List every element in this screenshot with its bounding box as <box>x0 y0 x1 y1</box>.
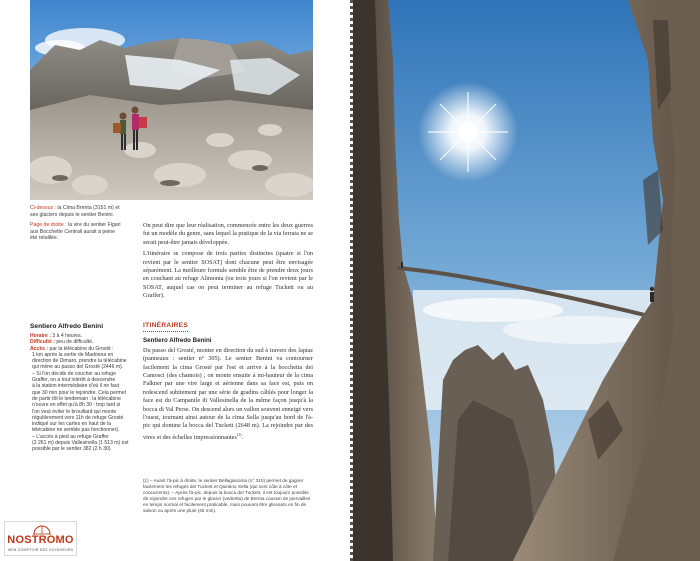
route-info-box <box>30 323 132 453</box>
intro-paragraph: On peut dire que leur réalisation, commencée entre les deux guerres fut un modèle du genre, sans lequel la pratique de la via ferrata ne se serait peut-être jamais développée. <box>143 222 313 246</box>
itinerary-column <box>143 322 313 442</box>
info-line: possible par le sentier 382 (2 h 30). <box>32 446 112 453</box>
photo-caption <box>30 205 122 246</box>
info-line: télécabine ne semble pas fonctionner). <box>32 427 120 434</box>
info-line: que 30 min pour le rejoindre. Cela permet <box>32 389 127 396</box>
itinerary-body: Du passo del Grosté, monter en direction du sud à travers des lapiaz (panneaux : sentier n° 305). Le sentier Benini va contourner facilement la cima Grosté par l'est et arrive à la bocchetta dei Camosci (des chamois) ; on monte ensuite à mi-hauteur de la cima Falkner par une vire large et aérienne dans sa face est, puis on redescend subitement par une série de gradins câblés pour longer la face est du Campanile di Vallesinella de la même façon jusqu'à la bocca di Val Perse. On descend alors un vallon souvent enneigé vers l'ouest, tournant ainsi autour de la cima Sella jusqu'au bord de l'à-pic qui domine la bocca del Tuckett (2648 m). La rejoindre par des vires et des échelles impressionnantes$^{(1)}$. <box>143 346 313 441</box>
itinerary-subtitle: Sentiero Alfredo Benini <box>143 337 212 345</box>
info-line: (2 261 m) depuis Vallesinella (1 513 m) est <box>32 440 129 447</box>
route-info-title: Sentiero Alfredo Benini <box>30 323 104 330</box>
section-title: ITINÉRAIRES <box>143 322 188 332</box>
info-line: qui mène au passo del Grosté (2446 m). <box>32 364 124 371</box>
caption-above: Ci-dessus : la Cima Brenta (3151 m) et ses glaciers depuis le sentier Benini. <box>30 205 120 218</box>
right-page-photo <box>353 0 700 561</box>
info-line: direction de Dimaro, prendre la télécabine <box>32 358 127 365</box>
info-line: – L'accès à pied au refuge Graffer <box>32 433 109 440</box>
info-line: – Si l'on décide de coucher au refuge <box>32 370 116 377</box>
info-acces: Accès : par la télécabine du Grosté : <box>30 345 114 352</box>
info-line: n'ouvre en effet qu'à 8h 30 : trop tard si <box>32 402 121 409</box>
caption-right-page: Page de droite : la vire du sentier Figari aux Bocchette Centrali aurait à peine été retaillée. <box>30 222 121 242</box>
publisher-logo <box>4 521 77 556</box>
info-line: 1 km après la sortie de Madonna en <box>32 351 114 358</box>
footnote-ref: (1) <box>236 431 242 437</box>
mountain-photo <box>30 0 313 200</box>
info-line: l'on veut éviter le brouillard qui monte <box>32 408 117 415</box>
info-line: indiqué sur les cartes en haut de la <box>32 421 112 428</box>
info-line: de partir tôt le lendemain : la télécabine <box>32 395 121 402</box>
info-line: à la station intermédiaire d'où il ne faut <box>32 383 120 390</box>
intro-column <box>143 222 313 304</box>
info-difficulte: Difficulté : peu de difficulté. <box>30 339 94 346</box>
logo-wordmark: NOSTROMO <box>7 534 74 546</box>
info-line: Graffer, on a tout intérêt à descendre <box>32 377 116 384</box>
intro-paragraph: L'itinéraire se compose de trois parties distinctes (quatre si l'on revient par le sentier SOSAT) dont chacune peut être envisagée séparément. La meilleure formule semble être de prendre deux jours en couchant au refuge Alimonta (ou trois jours si l'on revient par le SOSAT, auquel cas on peut terminer au refuge Tuckett ou au Graffer). <box>143 250 313 300</box>
info-line: régulièrement vers 11h de refuge Grosté <box>32 414 124 421</box>
logo-tagline: WEB COMPTOIR DES VOYAGEURS <box>7 548 74 552</box>
info-horaire: Horaire : 3 à 4 heures. <box>30 333 83 339</box>
footnote: (1) – Avant l'à-pic à droite, le sentier Bellagiasoma (n° 310) permet de gagner facilement les refuges del Tuckett et Quintino Sella (qui sont côte à côte et concurrents). – Après l'à-pic, depuis la bocca del Tuckett, il est toujours possible de rejoindre ces refuges par le glacier (vedretta) de Brenta coussin de piervailles en temps normal et facilement praticable, mais pouvant être glissants en fin de saison ou après une pluie (45 min). <box>143 478 311 513</box>
